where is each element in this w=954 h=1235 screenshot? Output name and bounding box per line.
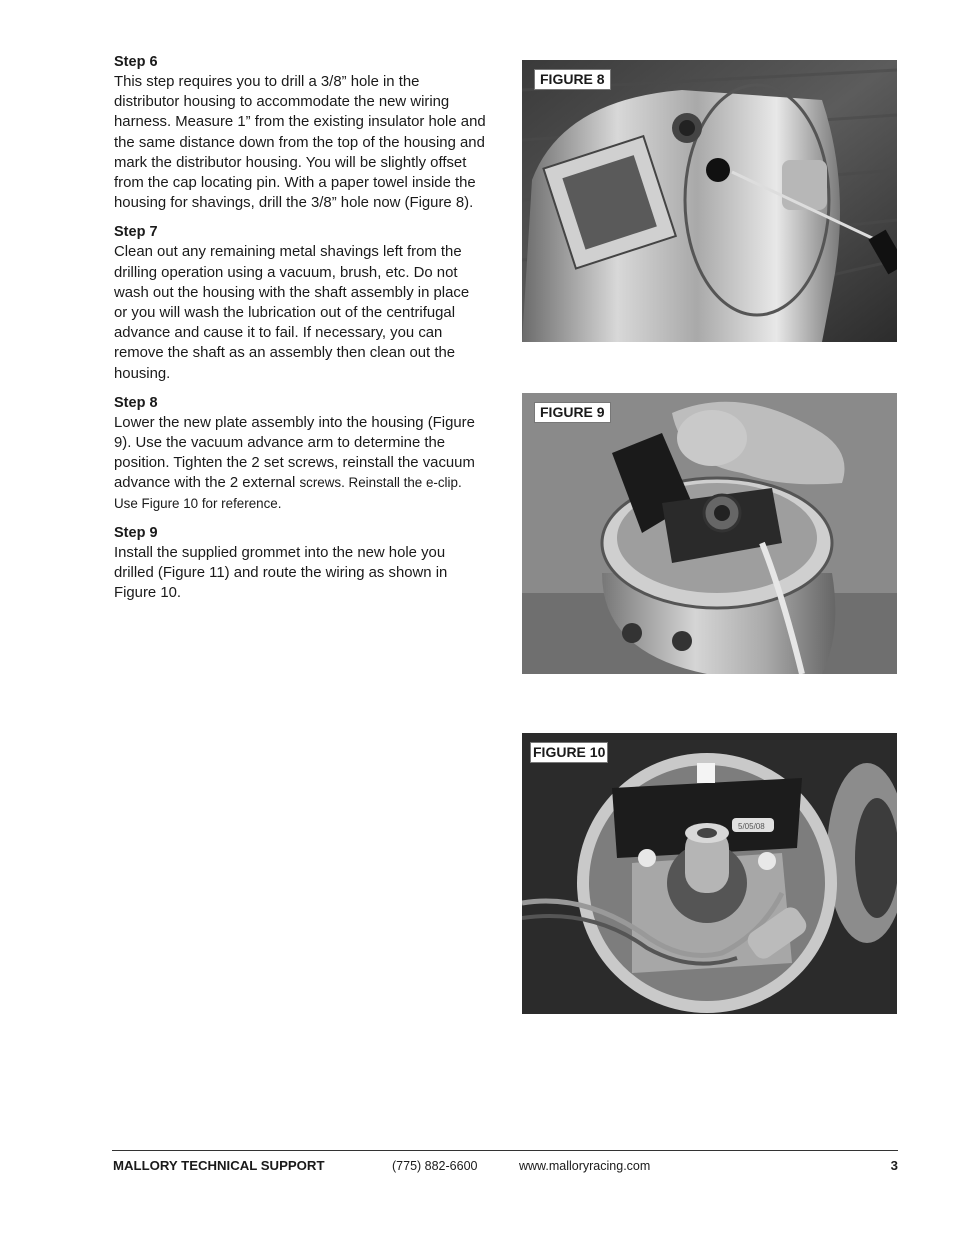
step-body: This step requires you to drill a 3/8” hole in the distributor housing to accommodate the new wiring harness. Measure 1” from the existing insulator hole and the same distance down from the top of the housing and mark the distributor housing. You will be slightly offset from the cap locating pin. With a paper towel inside the housing for shavings, drill the 3/8” hole now (Figure 8). xyxy=(114,74,486,212)
footer-phone: (775) 882-6600 xyxy=(392,1159,478,1173)
step-8 xyxy=(114,393,486,514)
step-title: Step 8 xyxy=(114,394,158,411)
figure-10-photo xyxy=(522,733,897,1014)
plate-assembly-photo xyxy=(522,393,897,674)
date-tag-text: 5/05/08 xyxy=(738,822,765,831)
figure-8-photo xyxy=(522,60,897,342)
step-title: Step 6 xyxy=(114,54,158,70)
figure-9-photo xyxy=(522,393,897,674)
figure-label: FIGURE 9 xyxy=(534,402,611,423)
step-body-small: screws. Reinstall the e-clip. Use Figure 10 for reference. xyxy=(114,475,462,511)
figure-label: FIGURE 8 xyxy=(534,69,611,90)
figure-label: FIGURE 10 xyxy=(530,742,608,763)
step-body-container xyxy=(114,413,486,514)
step-title: Step 9 xyxy=(114,524,158,541)
instruction-steps xyxy=(114,52,486,612)
footer-website: www.malloryracing.com xyxy=(519,1159,651,1173)
step-6 xyxy=(114,52,486,213)
step-9 xyxy=(114,523,486,604)
step-7 xyxy=(114,222,486,383)
footer-brand: MALLORY TECHNICAL SUPPORT xyxy=(113,1158,325,1173)
distributor-drilling-photo xyxy=(522,60,897,342)
step-body: Lower the new plate assembly into the housing (Figure 9). Use the vacuum advance arm to determine the position. Tighten the 2 set screws, reinstall the vacuum advance with the 2 external xyxy=(114,414,475,492)
footer-divider xyxy=(112,1150,898,1151)
wiring-routing-photo xyxy=(522,733,897,1014)
page-number: 3 xyxy=(890,1158,898,1173)
step-body: Clean out any remaining metal shavings left from the drilling operation using a vacuum, brush, etc. Do not wash out the housing with the shaft assembly in place or you will wash the lubrication out of the centrifugal advance and cause it to fail. If necessary, you can remove the shaft as an assembly then clean out the housing. xyxy=(114,244,470,382)
step-body: Install the supplied grommet into the new hole you drilled (Figure 11) and route the wiring as shown in Figure 10. xyxy=(114,544,448,602)
step-title: Step 7 xyxy=(114,224,158,241)
